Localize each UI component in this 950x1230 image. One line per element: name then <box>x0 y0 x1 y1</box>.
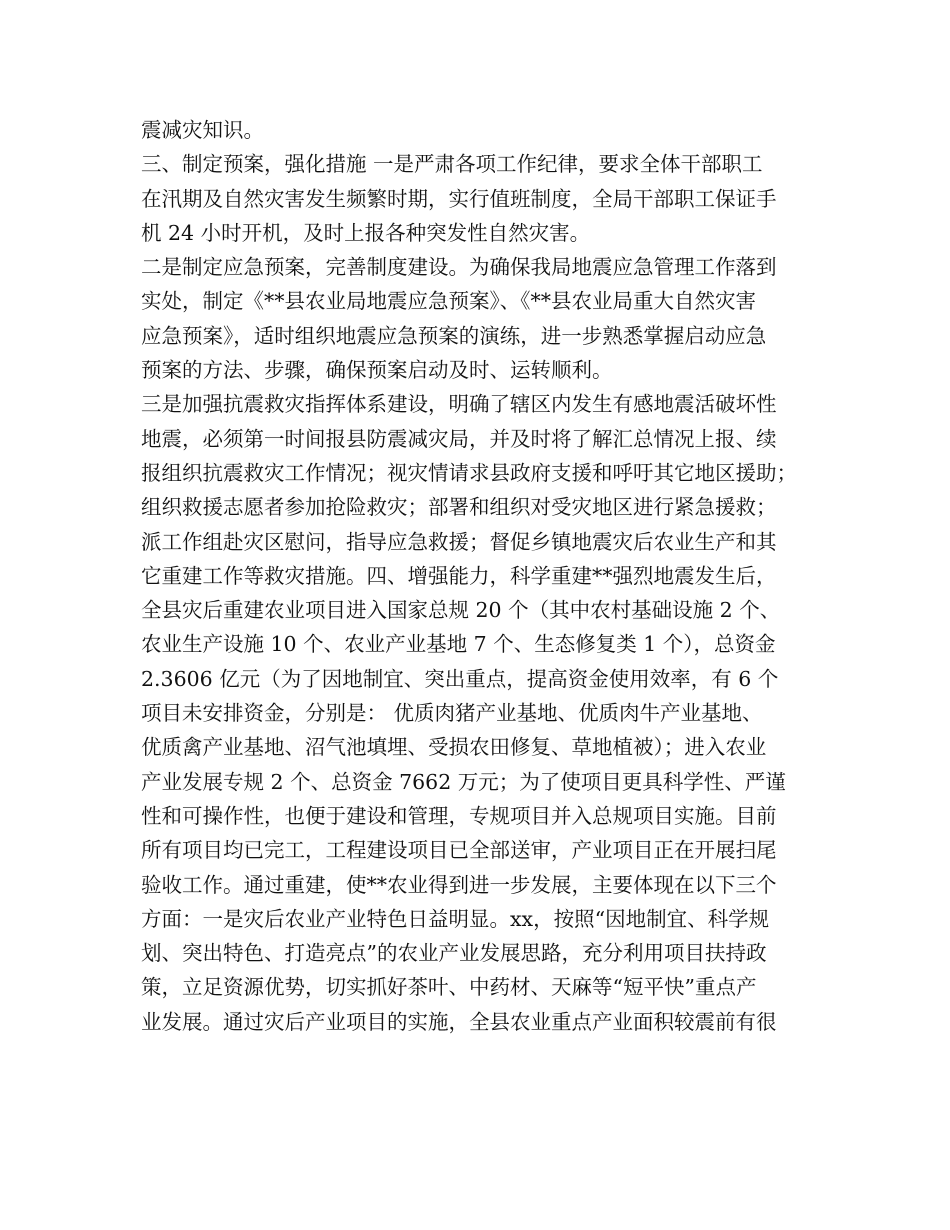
text-line: 全县灾后重建农业项目进入国家总规 20 个（其中农村基础设施 2 个、 <box>141 598 781 623</box>
text-line: 组织救援志愿者参加抢险救灾；部署和组织对受灾地区进行紧急援救； <box>141 495 777 520</box>
text-line: 2.3606 亿元（为了因地制宜、突出重点，提高资金使用效率，有 6 个 <box>141 666 779 691</box>
text-line: 性和可操作性，也便于建设和管理，专规项目并入总规项目实施。目前 <box>141 803 777 828</box>
text-line: 验收工作。通过重建，使**农业得到进一步发展，主要体现在以下三个 <box>141 872 777 897</box>
text-line: 三是加强抗震救灾指挥体系建设，明确了辖区内发生有感地震活破坏性 <box>141 392 777 417</box>
text-line: 二是制定应急预案，完善制度建设。为确保我局地震应急管理工作落到 <box>141 255 777 280</box>
text-line: 预案的方法、步骤，确保预案启动及时、运转顺利。 <box>141 358 613 383</box>
text-line: 三、制定预案，强化措施 一是严肃各项工作纪律，要求全体干部职工 <box>141 152 763 177</box>
text-line: 策，立足资源优势，切实抓好茶叶、中药材、天麻等“短平快”重点产 <box>141 975 757 1000</box>
text-line: 产业发展专规 2 个、总资金 7662 万元；为了使项目更具科学性、严谨 <box>141 769 786 794</box>
text-line: 业发展。通过灾后产业项目的实施，全县农业重点产业面积较震前有很 <box>141 1009 777 1034</box>
text-line: 派工作组赴灾区慰问，指导应急救援；督促乡镇地震灾后农业生产和其 <box>141 529 777 554</box>
text-line: 优质禽产业基地、沼气池填埋、受损农田修复、草地植被）；进入农业 <box>141 735 767 760</box>
text-line: 在汛期及自然灾害发生频繁时期，实行值班制度，全局干部职工保证手 <box>141 186 777 211</box>
text-line: 实处，制定《**县农业局地震应急预案》、《**县农业局重大自然灾害 <box>141 289 756 314</box>
text-line: 震减灾知识。 <box>141 118 264 142</box>
text-line: 地震，必须第一时间报县防震减灾局，并及时将了解汇总情况上报、续 <box>141 426 777 451</box>
text-line: 应急预案》，适时组织地震应急预案的演练，进一步熟悉掌握启动应急 <box>141 323 767 348</box>
text-line: 机 24 小时开机，及时上报各种突发性自然灾害。 <box>141 220 591 245</box>
text-line: 项目未安排资金，分别是： 优质肉猪产业基地、优质肉牛产业基地、 <box>141 701 763 726</box>
document-body <box>141 113 821 1039</box>
text-line: 它重建工作等救灾措施。四、增强能力，科学重建**强烈地震发生后， <box>141 563 777 588</box>
text-line: 农业生产设施 10 个、农业产业基地 7 个、生态修复类 1 个），总资金 <box>141 632 776 657</box>
text-line: 报组织抗震救灾工作情况；视灾情请求县政府支援和呼吁其它地区援助； <box>141 460 797 485</box>
text-line: 划、突出特色、打造亮点”的农业产业发展思路，充分利用项目扶持政 <box>141 941 767 966</box>
text-line: 所有项目均已完工，工程建设项目已全部送审，产业项目正在开展扫尾 <box>141 838 777 863</box>
text-line: 方面：一是灾后农业产业特色日益明显。xx，按照“因地制宜、科学规 <box>141 906 770 931</box>
